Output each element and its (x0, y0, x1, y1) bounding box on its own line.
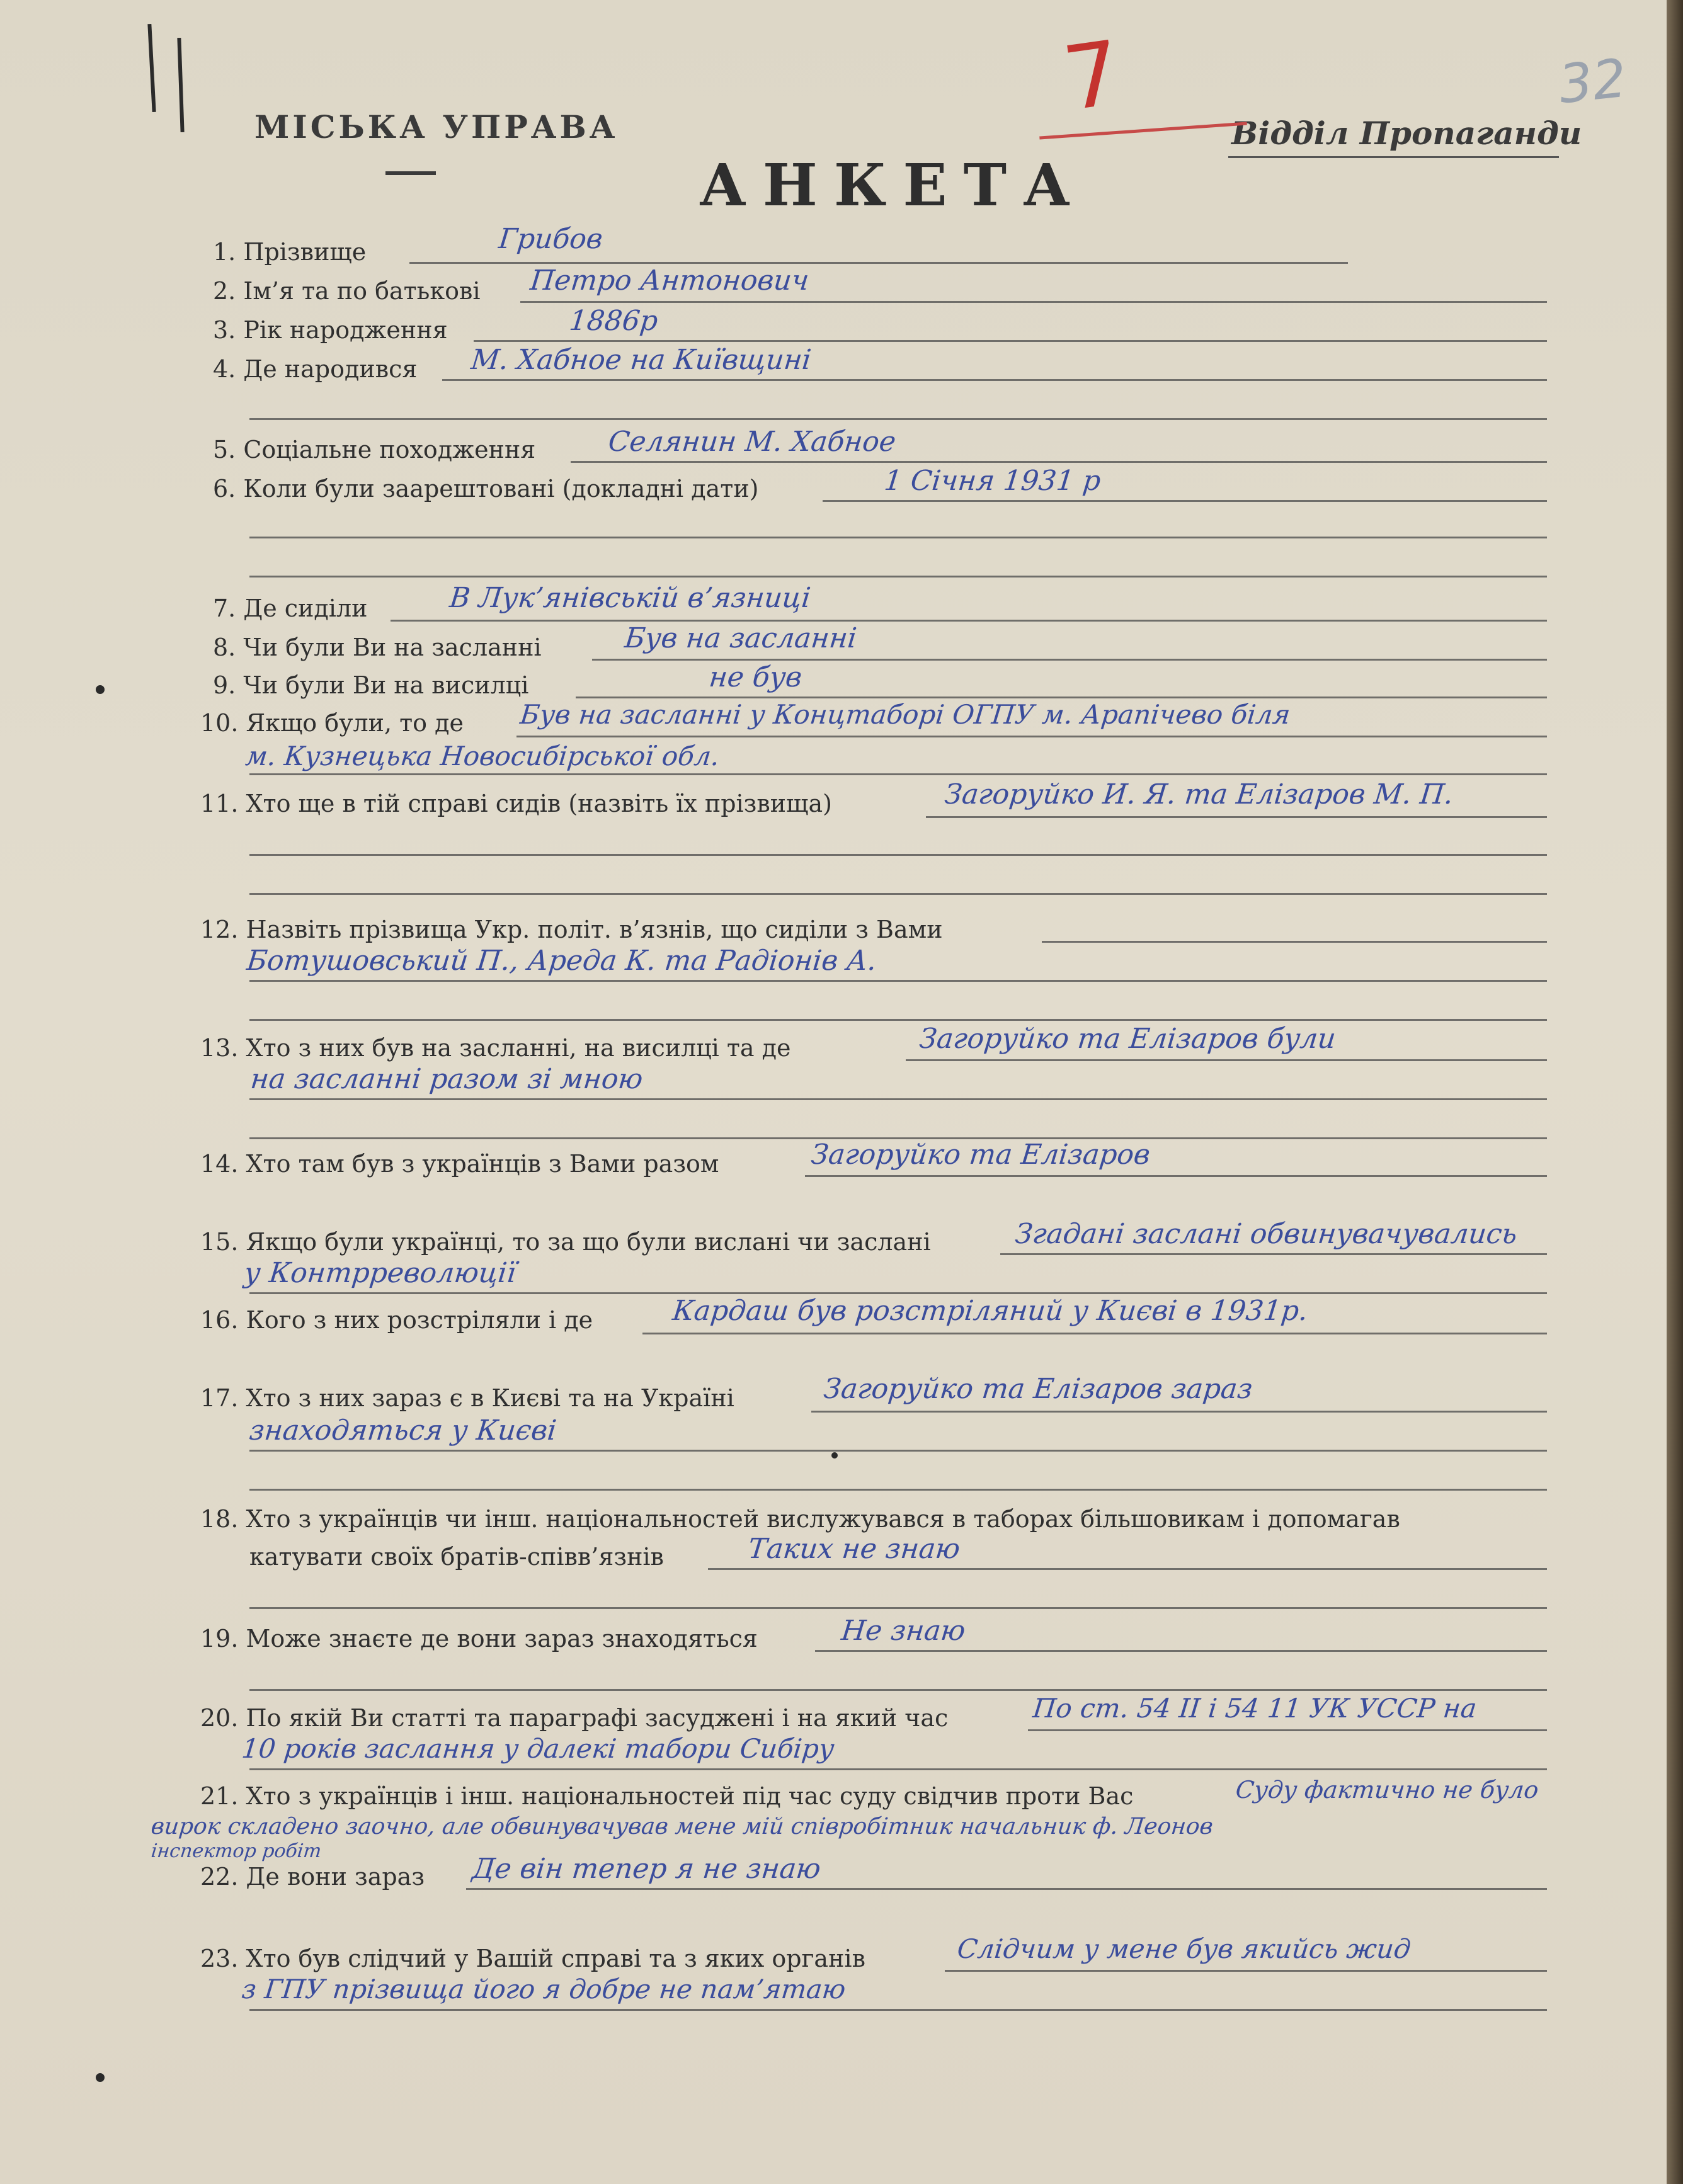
page-edge-shadow (1667, 0, 1683, 2184)
punch-hole (96, 685, 105, 694)
answer-line (249, 537, 1547, 538)
handwritten-answer: Не знаю (840, 1615, 967, 1647)
handwritten-answer: Петро Антонович (528, 264, 811, 297)
answer-line (823, 500, 1547, 502)
question-label: 14. Хто там був з українців з Вами разом (200, 1150, 719, 1178)
handwritten-answer: вирок складено заочно, але обвинувачував мене мій співробітник начальник ф. Леонов (149, 1814, 1214, 1840)
department-underline (1228, 156, 1559, 158)
handwritten-answer: Загоруйко та Елізаров були (918, 1023, 1338, 1055)
question-label: 11. Хто ще в тій справі сидів (назвіть їх прізвища) (200, 790, 832, 817)
answer-line (249, 1098, 1547, 1100)
answer-line (811, 1411, 1547, 1413)
question-label: 18. Хто з українців чи інш. національностей вислужувався в таборах більшовикам і допомагав (200, 1505, 1400, 1533)
answer-line (906, 1059, 1547, 1061)
question-label: 4. Де народився (213, 355, 418, 383)
answer-line (1028, 1729, 1547, 1731)
punch-hole (96, 2073, 105, 2082)
handwritten-answer: у Контрреволюції (242, 1257, 518, 1289)
answer-line (442, 379, 1547, 381)
answer-line (249, 576, 1547, 577)
question-label: 20. По якій Ви статті та параграфі засуджені і на який час (200, 1704, 949, 1732)
answer-line (516, 736, 1547, 737)
answer-line (571, 461, 1547, 463)
question-label: 13. Хто з них був на засланні, на висилці та де (200, 1034, 791, 1062)
question-label-continued: катувати своїх братів-співв’язнів (249, 1543, 664, 1571)
answer-line (805, 1175, 1547, 1177)
handwritten-answer: Був на засланні (623, 622, 859, 654)
handwritten-answer: Суду фактично не було (1234, 1776, 1540, 1804)
handwritten-answer: Де він тепер я не знаю (471, 1853, 823, 1885)
question-label: 15. Якщо були українці, то за що були вислані чи заслані (200, 1228, 931, 1256)
answer-line (945, 1970, 1547, 1972)
handwritten-answer: Ботушовський П., Ареда К. та Радіонів А. (245, 945, 879, 977)
answer-line (249, 418, 1547, 420)
answer-line (249, 854, 1547, 856)
question-label: 23. Хто був слідчий у Вашій справі та з яких органів (200, 1945, 865, 1972)
answer-line (520, 301, 1547, 303)
answer-line (249, 1450, 1547, 1452)
handwritten-answer: Кардаш був розстріляний у Києві в 1931р. (671, 1295, 1309, 1327)
question-label: 3. Рік народження (213, 316, 448, 344)
answer-line (1000, 1253, 1547, 1255)
question-label: 2. Ім’я та по батькові (213, 277, 481, 305)
handwritten-answer: Грибов (497, 223, 605, 255)
answer-line (708, 1568, 1547, 1570)
handwritten-answer: 1886р (568, 305, 659, 337)
question-label: 1. Прізвище (213, 238, 367, 266)
handwritten-answer: Загоруйко И. Я. та Елізаров М. П. (943, 778, 1455, 810)
answer-line (926, 816, 1547, 818)
handwritten-answer: Загоруйко та Елізаров (809, 1139, 1152, 1171)
department-heading: Відділ Пропаганди (1231, 115, 1582, 152)
handwritten-answer: Був на засланні у Концтаборі ОГПУ м. Арапічево біля (518, 699, 1292, 730)
handwritten-answer: інспектор робіт (150, 1840, 322, 1862)
handwritten-answer: м. Кузнецька Новосибірської обл. (244, 741, 721, 771)
question-label: 21. Хто з українців і інш. національностей під час суду свідчив проти Вас (200, 1782, 1134, 1810)
answer-line (576, 697, 1547, 698)
answer-line (815, 1650, 1547, 1652)
answer-line (249, 1689, 1547, 1691)
question-label: 12. Назвіть прізвища Укр. політ. в’язнів, що сиділи з Вами (200, 916, 943, 943)
question-label: 7. Де сиділи (213, 594, 368, 622)
answer-line (249, 980, 1547, 982)
handwritten-answer: 1 Січня 1931 р (882, 465, 1103, 497)
question-label: 22. Де вони зараз (200, 1863, 425, 1891)
handwritten-answer: не був (707, 661, 804, 693)
answer-line (1042, 941, 1547, 943)
question-label: 9. Чи були Ви на висилці (213, 671, 529, 699)
answer-line (249, 1019, 1547, 1021)
handwritten-answer: Згадані заслані обвинувачувались (1013, 1218, 1519, 1250)
handwritten-answer: Таких не знаю (746, 1533, 962, 1565)
handwritten-answer: на засланні разом зі мною (249, 1063, 645, 1095)
question-label: 16. Кого з них розстріляли і де (200, 1306, 593, 1334)
form-title: АНКЕТА (699, 151, 1087, 219)
handwritten-answer: Селянин М. Хабное (607, 426, 898, 458)
handwritten-answer: По ст. 54 II і 54 11 УК УССР на (1031, 1693, 1478, 1724)
archive-page-number: 32 (1556, 47, 1629, 116)
handwritten-answer: знаходяться у Києві (248, 1414, 558, 1447)
question-label: 19. Може знаєте де вони зараз знаходяться (200, 1625, 758, 1652)
question-label: 5. Соціальне походження (213, 436, 536, 464)
answer-line (391, 620, 1547, 622)
answer-line (249, 1292, 1547, 1294)
answer-line (249, 773, 1547, 775)
question-label: 6. Коли були заарештовані (докладні дати) (213, 475, 759, 503)
answer-line (249, 1489, 1547, 1491)
answer-line (249, 1768, 1547, 1770)
handwritten-answer: 10 років заслання у далекі табори Сибіру (240, 1733, 836, 1764)
question-label: 17. Хто з них зараз є в Києві та на Україні (200, 1384, 734, 1412)
answer-line (249, 2009, 1547, 2011)
question-label: 10. Якщо були, то де (200, 709, 464, 737)
issuer-heading: МІСЬКА УПРАВА (254, 108, 619, 145)
answer-line (409, 262, 1348, 264)
red-pencil-number: 7 (1058, 21, 1127, 132)
question-label: 8. Чи були Ви на засланні (213, 634, 542, 661)
handwritten-answer: Слідчим у мене був якийсь жид (956, 1933, 1413, 1964)
handwritten-answer: з ГПУ прізвища його я добре не пам’ятаю (240, 1974, 847, 2005)
answer-line (642, 1333, 1547, 1334)
answer-line (466, 1888, 1547, 1890)
ink-dot (831, 1452, 838, 1459)
answer-line (592, 659, 1547, 661)
answer-line (249, 1607, 1547, 1609)
answer-line (474, 340, 1547, 342)
handwritten-answer: М. Хабное на Київщині (469, 344, 813, 376)
answer-line (249, 893, 1547, 895)
header-dash (385, 171, 436, 175)
handwritten-answer: В Лук’янівській в’язниці (448, 582, 813, 614)
handwritten-answer: Загоруйко та Елізаров зараз (822, 1373, 1255, 1405)
